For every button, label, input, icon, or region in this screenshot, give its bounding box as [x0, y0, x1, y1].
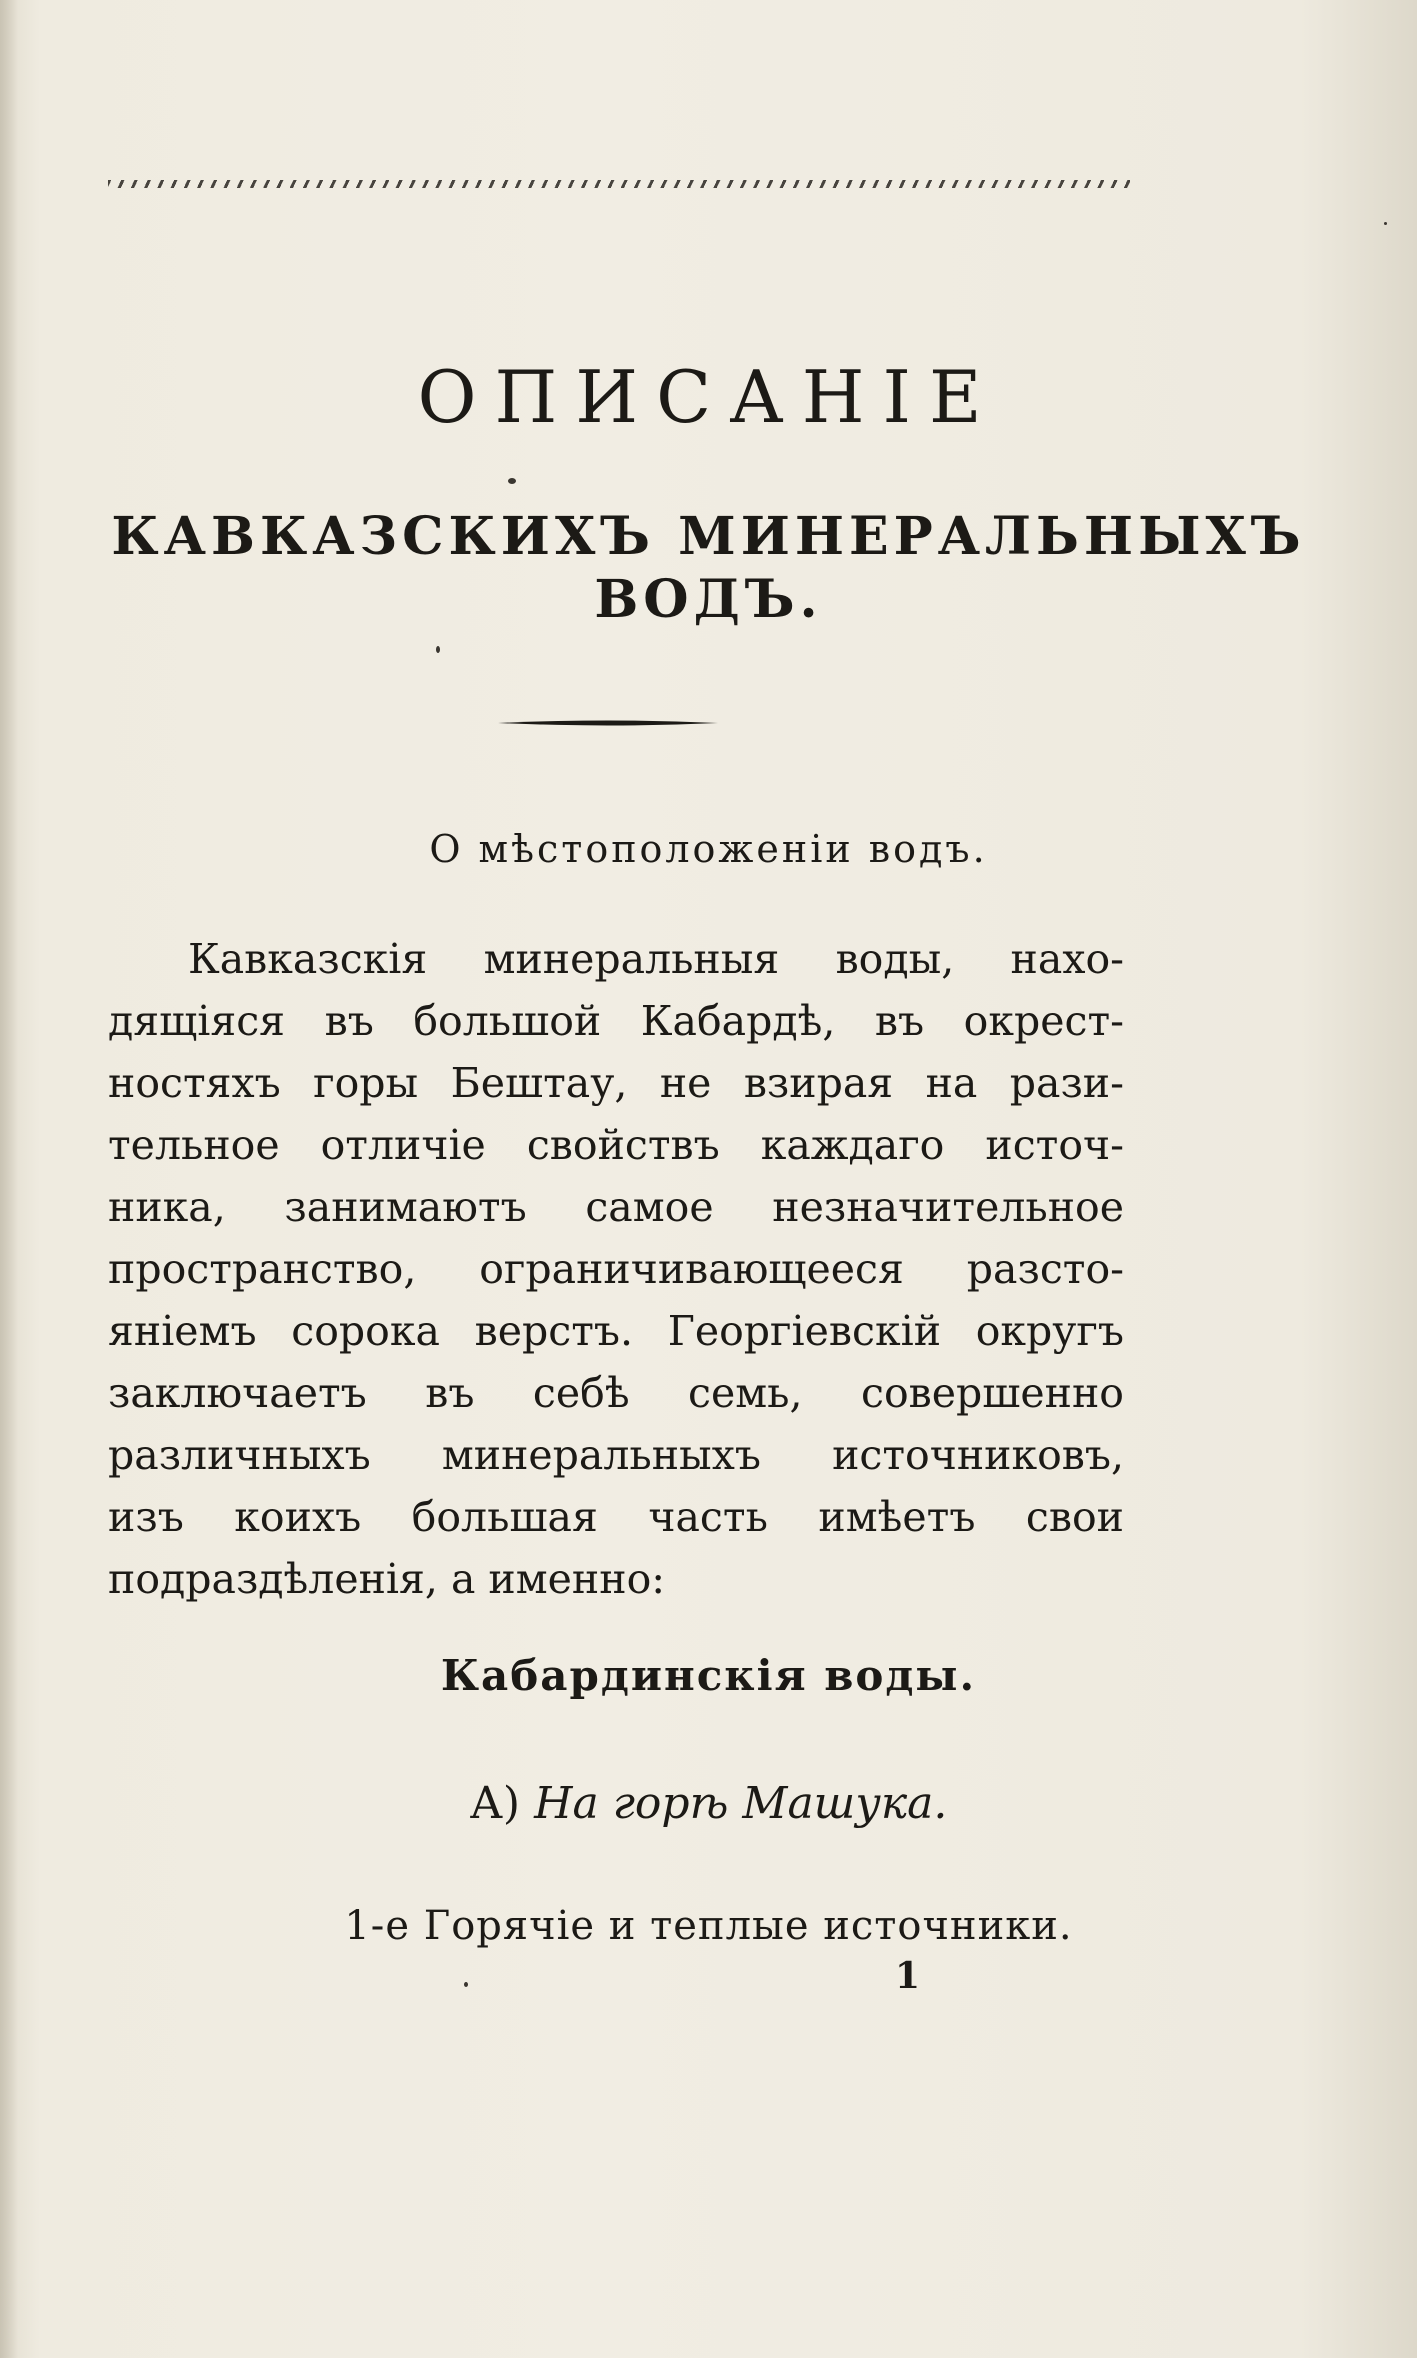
body-line: тельное отличіе свойствъ каждаго источ-	[108, 1121, 1124, 1169]
body-line: пространство, ограничивающееся разсто-	[108, 1245, 1124, 1293]
body-paragraph	[108, 928, 1124, 1610]
body-line: подраздѣленія, а именно:	[108, 1555, 666, 1603]
page-subtitle-line2: ВОДЪ.	[594, 569, 823, 630]
section-heading: О мѣстоположенiи водъ.	[429, 827, 988, 871]
subheading-kabardian-waters: Кабардинскія воды.	[440, 1651, 977, 1700]
subheading-mashuk-label: А)	[469, 1778, 521, 1829]
body-line: дящіяся въ большой Кабардѣ, въ окрест-	[108, 997, 1124, 1045]
subheading-mashuk	[0, 1776, 1417, 1832]
body-line: Кавказскія минеральныя воды, нахо-	[188, 935, 1124, 983]
body-line: ностяхъ горы Бештау, не взирая на рази-	[108, 1059, 1124, 1107]
paper-speck	[508, 478, 516, 484]
subheading-hot-springs: 1-е Горячіе и теплые источники.	[344, 1903, 1073, 1949]
body-line: яніемъ сорока верстъ. Георгіевскій округъ	[108, 1307, 1124, 1355]
paper-speck	[464, 1982, 468, 1987]
paper-speck	[1384, 222, 1387, 225]
subheading-mashuk-place: На горѣ Машука.	[534, 1778, 948, 1829]
page-title: ОПИСАНIЕ	[417, 355, 1000, 439]
header-ornamental-rule	[108, 180, 1130, 188]
paper-speck	[436, 646, 440, 653]
signature-mark: 1	[895, 1955, 921, 1997]
body-line: ника, занимаютъ самое незначительное	[108, 1183, 1124, 1231]
body-line: различныхъ минеральныхъ источниковъ,	[108, 1431, 1124, 1479]
body-line: заключаетъ въ себѣ семь, совершенно	[108, 1369, 1124, 1417]
page-subtitle-line1: КАВКАЗСКИХЪ МИНЕРАЛЬНЫХЪ	[111, 506, 1306, 567]
title-divider-ornament	[498, 718, 718, 728]
body-line: изъ коихъ большая часть имѣетъ свои	[108, 1493, 1124, 1541]
